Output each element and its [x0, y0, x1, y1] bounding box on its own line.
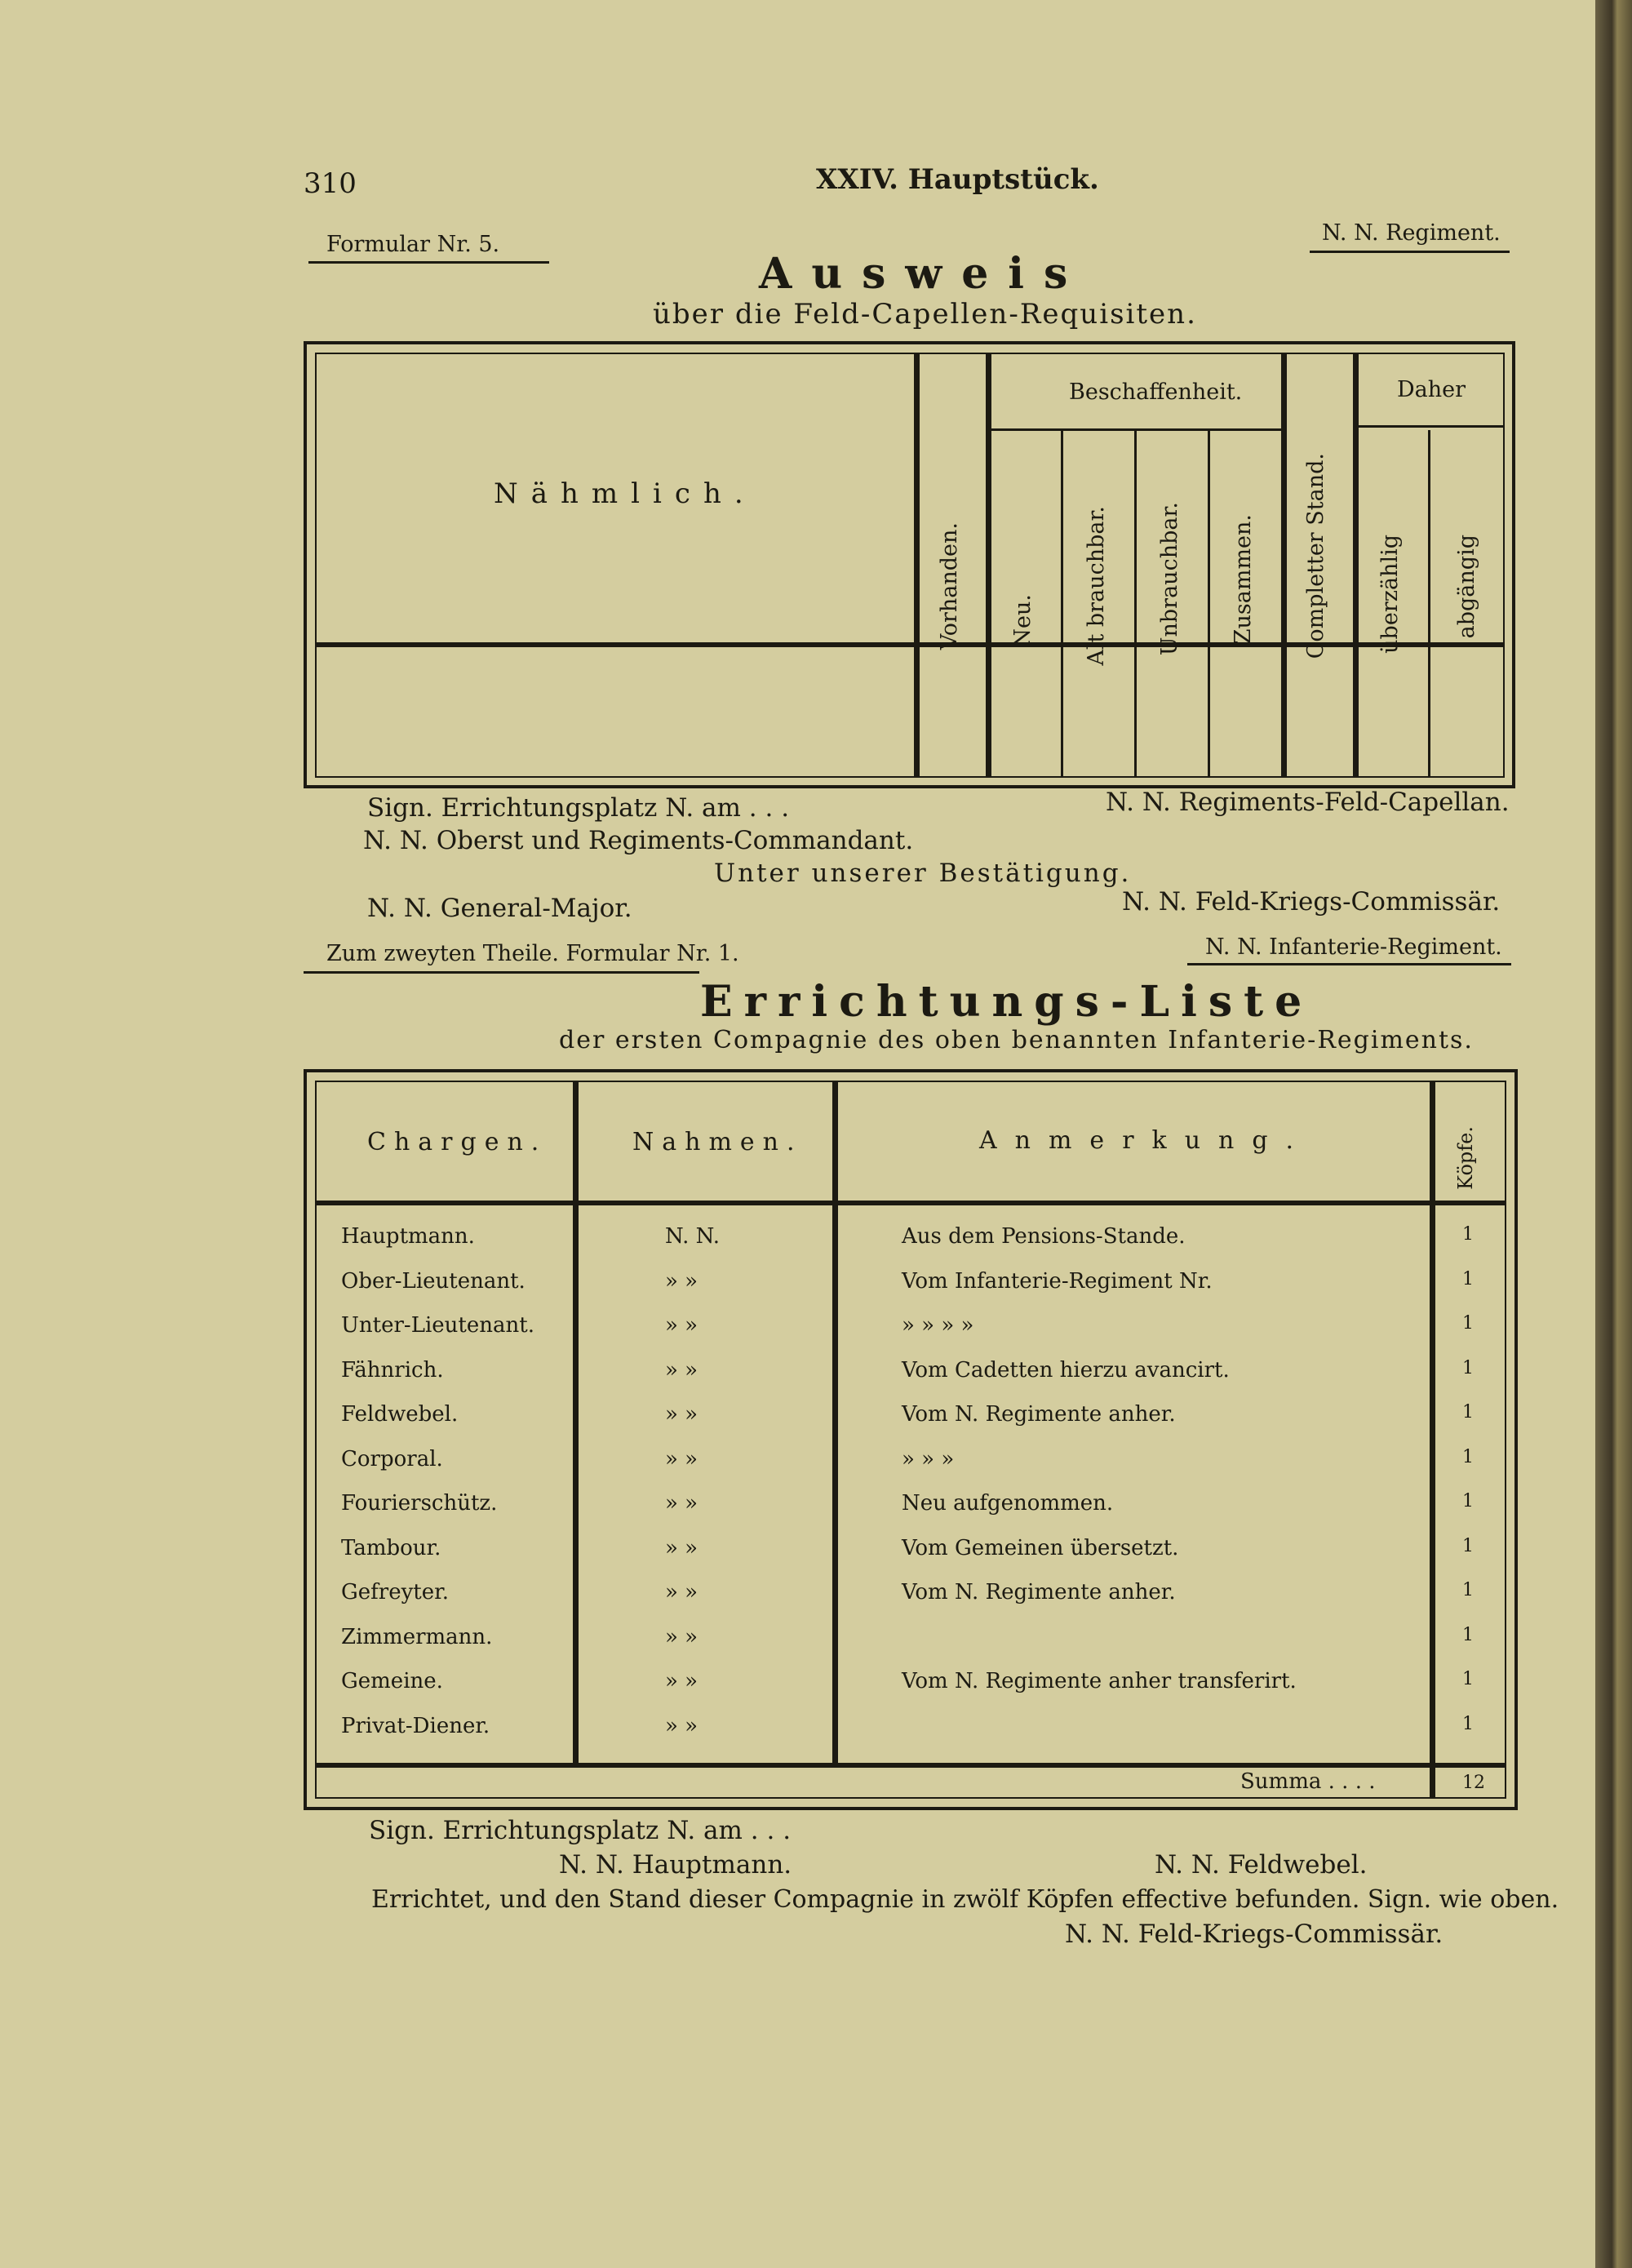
form1-sign-place: Sign. Errichtungsplatz N. am . . . [367, 793, 790, 823]
row-name: » » [665, 1713, 698, 1738]
col-unbrauchbar: Unbrauchbar. [1157, 502, 1182, 656]
col-abgaengig: abgängig [1454, 535, 1479, 639]
row-charge: Gefreyter. [341, 1580, 449, 1604]
row-note: » » » » [902, 1313, 974, 1338]
row-charge: Corporal. [341, 1446, 443, 1471]
form2-regiment-rule [1187, 963, 1511, 965]
form2-sign-errichtet: Errichtet, und den Stand dieser Compagnie in zwölf Köpfen effective befunden. Sign. wie oben. [371, 1885, 1559, 1914]
row-name: » » [665, 1580, 698, 1604]
row-note: Vom N. Regimente anher. [902, 1580, 1176, 1604]
row-count: 1 [1462, 1535, 1474, 1556]
row-count: 1 [1462, 1713, 1474, 1734]
form1-label: Formular Nr. 5. [326, 232, 500, 257]
form2-regiment: N. N. Infanterie-Regiment. [1205, 934, 1502, 960]
col-neu: Neu. [1010, 594, 1036, 648]
book-spine [1595, 0, 1632, 2268]
row-note: Vom N. Regimente anher transferirt. [902, 1669, 1297, 1693]
group-beschaffenheit: Beschaffenheit. [1069, 379, 1243, 405]
row-charge: Unter-Lieutenant. [341, 1313, 534, 1338]
form2-title: Errichtungs-Liste [700, 977, 1314, 1027]
form2-header-divider [315, 1201, 1506, 1205]
row-charge: Hauptmann. [341, 1224, 475, 1249]
form1-sign-oberst: N. N. Oberst und Regiments-Commandant. [363, 826, 914, 855]
col-ueberzaehlig: überzählig [1377, 535, 1403, 654]
row-charge: Zimmermann. [341, 1624, 493, 1649]
col-vorhanden: Vorhanden. [937, 522, 962, 650]
row-charge: Privat-Diener. [341, 1713, 490, 1738]
form2-sign-hauptmann: N. N. Hauptmann. [559, 1850, 792, 1880]
form1-sign-capellan: N. N. Regiments-Feld-Capellan. [1106, 788, 1510, 817]
form2-sign-feldwebel: N. N. Feldwebel. [1155, 1850, 1368, 1880]
form1-regiment: N. N. Regiment. [1322, 220, 1501, 246]
col-naehmlich: Nähmlich. [494, 477, 756, 510]
row-note: Vom N. Regimente anher. [902, 1402, 1176, 1427]
row-name: » » [665, 1624, 698, 1649]
row-count: 1 [1462, 1313, 1474, 1334]
form1-sign-general: N. N. General-Major. [367, 894, 632, 923]
row-note: Vom Gemeinen übersetzt. [902, 1535, 1179, 1560]
row-name: » » [665, 1313, 698, 1338]
row-count: 1 [1462, 1446, 1474, 1467]
row-name: » » [665, 1402, 698, 1427]
form2-subtitle: der ersten Compagnie des oben benannten Infanterie-Regiments. [559, 1026, 1474, 1054]
form2-sign-commissaer: N. N. Feld-Kriegs-Commissär. [1065, 1920, 1444, 1949]
row-count: 1 [1462, 1402, 1474, 1422]
daher-rule [1353, 425, 1505, 428]
row-count: 1 [1462, 1224, 1474, 1245]
row-charge: Tambour. [341, 1535, 441, 1560]
row-name: » » [665, 1357, 698, 1383]
row-count: 1 [1462, 1268, 1474, 1289]
col-zusammen: Zusammen. [1231, 514, 1256, 645]
row-name: » » [665, 1268, 698, 1294]
row-name: N. N. [665, 1224, 720, 1249]
form2-sign-place: Sign. Errichtungsplatz N. am . . . [369, 1816, 792, 1845]
row-charge: Gemeine. [341, 1669, 443, 1693]
form2-label-rule [304, 971, 699, 974]
row-count: 1 [1462, 1491, 1474, 1511]
row-name: » » [665, 1535, 698, 1560]
row-name: » » [665, 1669, 698, 1693]
form1-sign-commissaer: N. N. Feld-Kriegs-Commissär. [1122, 887, 1501, 917]
form2-label: Zum zweyten Theile. Formular Nr. 1. [326, 941, 739, 966]
form1-sign-bestaetigung: Unter unserer Bestätigung. [714, 859, 1132, 888]
form1-label-rule [308, 261, 549, 264]
row-charge: Ober-Lieutenant. [341, 1268, 526, 1294]
row-note: Aus dem Pensions-Stande. [902, 1224, 1186, 1249]
row-note: Vom Infanterie-Regiment Nr. [902, 1268, 1213, 1294]
form1-title: Ausweis [759, 249, 1088, 299]
row-charge: Fourierschütz. [341, 1491, 498, 1516]
row-charge: Fähnrich. [341, 1357, 444, 1383]
col-completter-stand: Completter Stand. [1303, 453, 1328, 659]
form2-summa-divider [315, 1763, 1506, 1768]
row-note: Neu aufgenommen. [902, 1491, 1114, 1516]
col-nahmen: Nahmen. [632, 1128, 803, 1156]
group-daher: Daher [1397, 377, 1466, 402]
beschaffenheit-rule [986, 428, 1281, 431]
col-alt-brauchbar: Alt brauchbar. [1084, 506, 1109, 666]
summa-value: 12 [1462, 1773, 1485, 1793]
running-head: XXIV. Hauptstück. [816, 163, 1099, 196]
row-count: 1 [1462, 1357, 1474, 1378]
summa-label: Summa . . . . [1240, 1769, 1376, 1794]
row-count: 1 [1462, 1669, 1474, 1689]
row-count: 1 [1462, 1624, 1474, 1645]
form1-regiment-rule [1310, 251, 1510, 253]
col-koepfe: Köpfe. [1454, 1126, 1477, 1190]
row-note: Vom Cadetten hierzu avancirt. [902, 1357, 1230, 1383]
form1-subtitle: über die Feld-Capellen-Requisiten. [653, 298, 1197, 331]
row-name: » » [665, 1446, 698, 1471]
row-name: » » [665, 1491, 698, 1516]
row-note: » » » [902, 1446, 955, 1471]
row-charge: Feldwebel. [341, 1402, 459, 1427]
col-anmerkung: Anmerkung. [979, 1126, 1312, 1155]
col-chargen: Chargen. [367, 1128, 548, 1156]
row-count: 1 [1462, 1580, 1474, 1600]
page-number: 310 [304, 167, 357, 200]
